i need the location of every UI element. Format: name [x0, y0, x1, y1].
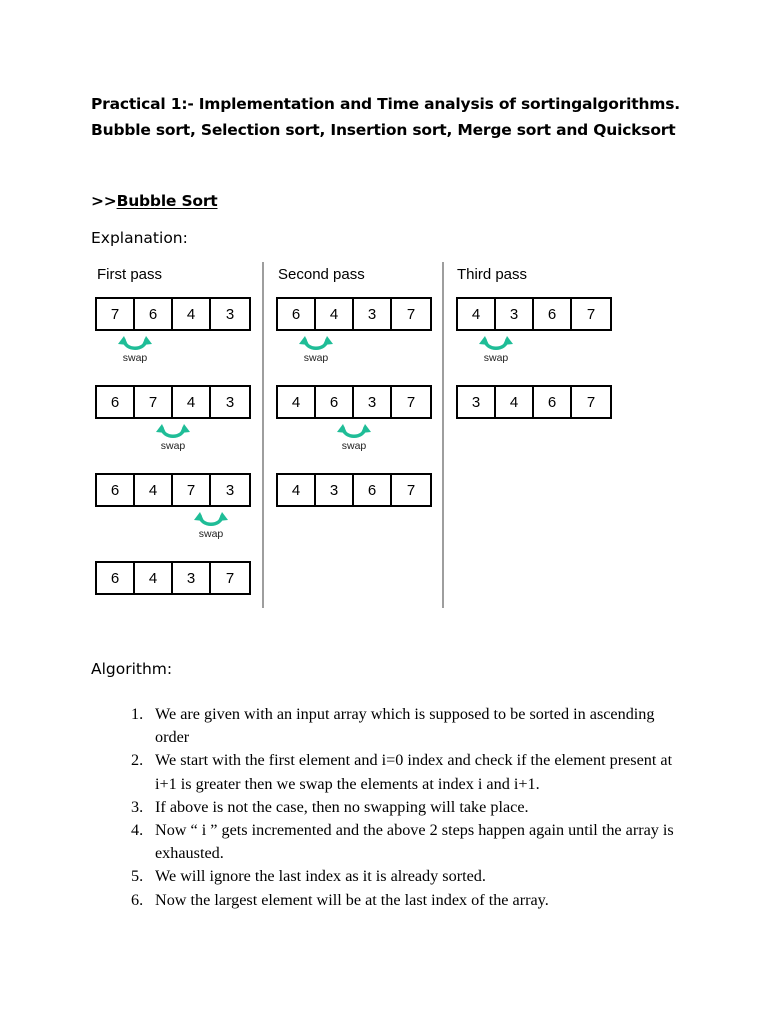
array-cell: 6	[97, 387, 135, 417]
swap-indicator	[332, 422, 376, 454]
swap-indicator	[113, 334, 157, 366]
array-cell: 7	[406, 481, 416, 499]
array-cell: 6	[135, 299, 173, 329]
swap-label: swap	[483, 352, 509, 364]
array-cell: 4	[173, 299, 211, 329]
array-cell: 3	[316, 475, 354, 505]
array-cell: 7	[135, 387, 173, 417]
array-cell: 3	[225, 393, 235, 411]
step-number: 6.	[131, 890, 144, 909]
section-title: Bubble Sort	[116, 192, 218, 210]
step-number: 1.	[131, 705, 144, 723]
array-row	[456, 297, 612, 331]
pass-label: Second pass	[278, 266, 365, 283]
array-cell: 4	[135, 475, 173, 505]
step-text: Now “ i ” gets incremented and the above 2 steps happen again until the array is exhausted.	[155, 821, 674, 863]
step-number: 4.	[131, 821, 144, 840]
array-cell: 4	[135, 563, 173, 593]
explanation-label: Explanation:	[91, 229, 188, 247]
array-cell: 7	[586, 305, 596, 323]
array-row	[95, 385, 251, 419]
array-cell: 6	[316, 387, 354, 417]
section-heading	[91, 192, 218, 210]
array-cell: 6	[534, 299, 572, 329]
step-text: Now the largest element will be at the last index of the array.	[155, 890, 549, 909]
document-title-line-1: Practical 1:- Implementation and Time analysis of sortingalgorithms.	[91, 95, 680, 113]
array-cell: 7	[97, 299, 135, 329]
array-cell: 7	[406, 393, 416, 411]
array-cell: 6	[534, 387, 572, 417]
swap-label: swap	[341, 440, 367, 452]
array-row	[276, 297, 432, 331]
array-cell: 4	[173, 387, 211, 417]
array-cell: 7	[406, 305, 416, 323]
array-cell: 6	[354, 475, 392, 505]
step-text: If above is not the case, then no swapping will take place.	[155, 797, 529, 816]
array-cell: 3	[354, 387, 392, 417]
step-number: 5.	[131, 867, 144, 886]
array-row	[95, 473, 251, 507]
array-cell: 6	[97, 563, 135, 593]
swap-indicator	[189, 510, 233, 542]
algorithm-step	[106, 796, 686, 819]
array-cell: 3	[173, 563, 211, 593]
algorithm-steps-list	[106, 703, 686, 912]
array-cell: 7	[586, 393, 596, 411]
array-cell: 7	[173, 475, 211, 505]
array-cell: 3	[225, 481, 235, 499]
array-cell: 4	[458, 299, 496, 329]
array-cell: 3	[225, 305, 235, 323]
step-text: We start with the first element and i=0 index and check if the element present at i+1 is greater then we swap the elements at index i and i+1.	[155, 751, 673, 793]
step-number: 2.	[131, 751, 144, 770]
algorithm-heading: Algorithm:	[91, 660, 173, 678]
pass-divider	[442, 262, 444, 608]
pass-divider	[262, 262, 264, 608]
swap-label: swap	[122, 352, 148, 364]
algorithm-step	[106, 819, 686, 865]
array-cell: 6	[97, 475, 135, 505]
swap-label: swap	[198, 528, 224, 540]
swap-indicator	[474, 334, 518, 366]
step-number: 3.	[131, 797, 144, 816]
document-title-line-2: Bubble sort, Selection sort, Insertion sort, Merge sort and Quicksort	[91, 121, 676, 139]
swap-indicator	[294, 334, 338, 366]
pass-label: Third pass	[457, 266, 528, 283]
section-prefix: >>	[91, 192, 117, 210]
array-cell: 4	[278, 387, 316, 417]
pass-label: First pass	[97, 266, 163, 283]
algorithm-step	[106, 865, 686, 888]
step-text: We are given with an input array which is supposed to be sorted in ascending order	[155, 705, 655, 747]
step-text: We will ignore the last index as it is already sorted.	[155, 867, 486, 886]
array-cell: 4	[278, 475, 316, 505]
array-row	[456, 385, 612, 419]
swap-label: swap	[303, 352, 329, 364]
array-cell: 3	[458, 387, 496, 417]
array-cell: 3	[354, 299, 392, 329]
array-row	[276, 473, 432, 507]
array-row	[95, 297, 251, 331]
array-cell: 4	[316, 299, 354, 329]
array-cell: 7	[225, 569, 235, 587]
array-row	[95, 561, 251, 595]
swap-label: swap	[160, 440, 186, 452]
algorithm-step	[106, 889, 686, 912]
algorithm-step	[106, 703, 686, 749]
array-cell: 4	[496, 387, 534, 417]
swap-indicator	[151, 422, 195, 454]
array-row	[276, 385, 432, 419]
algorithm-step	[106, 749, 686, 795]
array-cell: 6	[278, 299, 316, 329]
array-cell: 3	[496, 299, 534, 329]
